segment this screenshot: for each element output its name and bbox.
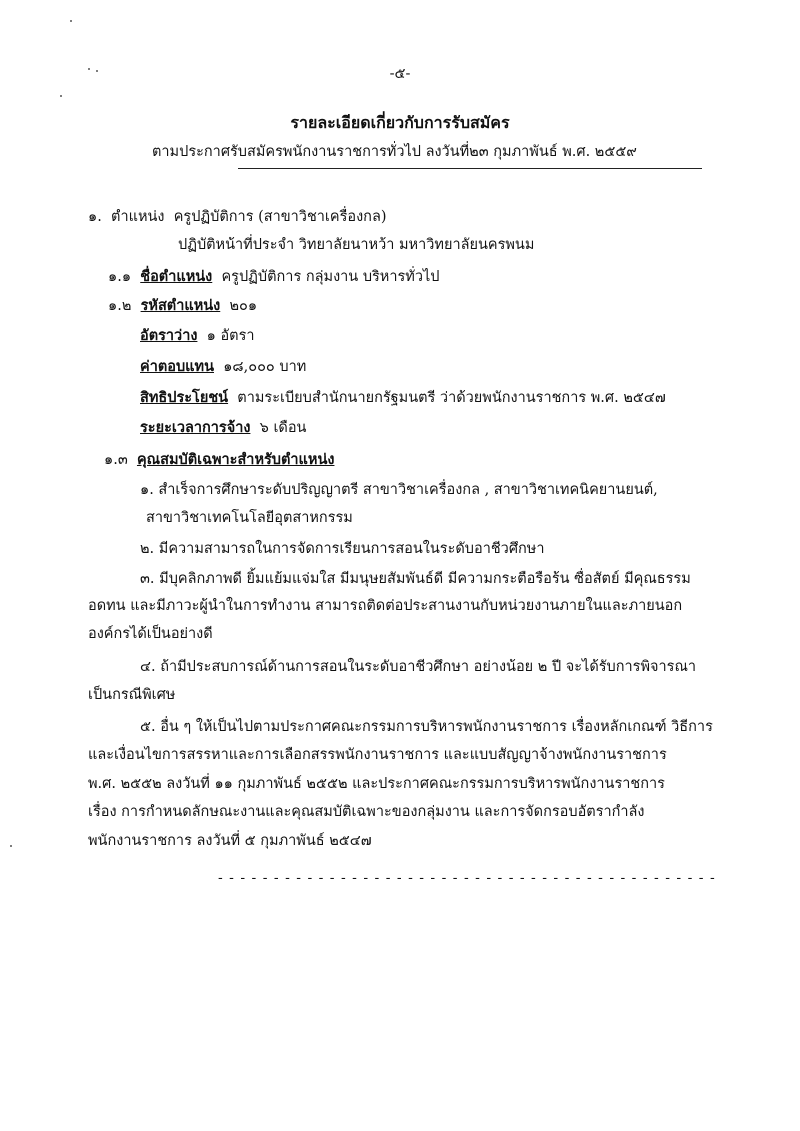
qualification-1-line-1: ๑. สำเร็จการศึกษาระดับปริญญาตรี สาขาวิชาเครื่องกล , สาขาวิชาเทคนิคยานยนต์, bbox=[140, 482, 658, 498]
qualification-5-line-1: ๕. อื่น ๆ ให้เป็นไปตามประกาศคณะกรรมการบริหารพนักงานราชการ เรื่องหลักเกณฑ์ วิธีการ bbox=[140, 719, 713, 735]
position-line bbox=[88, 207, 386, 227]
page-title: รายละเอียดเกี่ยวกับการรับสมัคร bbox=[290, 113, 510, 132]
qualification-5-line-3: พ.ศ. ๒๕๕๒ ลงวันที่ ๑๑ กุมภาพันธ์ ๒๕๕๒ และประกาศคณะกรรมการบริหารพนักงานราชการ bbox=[88, 776, 665, 792]
vacancy-line bbox=[140, 326, 255, 346]
section-1-1 bbox=[108, 267, 440, 287]
qualification-5-line-5: พนักงานราชการ ลงวันที่ ๕ กุมภาพันธ์ ๒๕๔๗ bbox=[88, 833, 372, 849]
position-workplace: ปฏิบัติหน้าที่ประจำ วิทยาลัยนาหว้า มหาวิทยาลัยนครพนม bbox=[178, 237, 535, 253]
page-number: -๕- bbox=[389, 66, 411, 82]
salary-label: ค่าตอบแทน bbox=[140, 358, 214, 375]
section-1-1-number: ๑.๑ bbox=[108, 269, 132, 285]
benefits-label: สิทธิประโยชน์ bbox=[140, 389, 229, 406]
qualification-1-line-2: สาขาวิชาเทคโนโลยีอุตสาหกรรม bbox=[146, 510, 353, 526]
duration-label: ระยะเวลาการจ้าง bbox=[140, 419, 251, 436]
section-1-2-number: ๑.๒ bbox=[108, 298, 132, 314]
qualification-3-line-1: ๓. มีบุคลิกภาพดี ยิ้มแย้มแจ่มใส มีมนุษยสัมพันธ์ดี มีความกระตือรือร้น ซื่อสัตย์ มีคุณธรรม bbox=[140, 571, 691, 587]
position-label: ตำแหน่ง bbox=[111, 209, 165, 225]
position-number: ๑. bbox=[88, 209, 102, 225]
qualification-4-line-2: เป็นกรณีพิเศษ bbox=[88, 687, 176, 703]
position-value: ครูปฏิบัติการ (สาขาวิชาเครื่องกล) bbox=[173, 209, 387, 225]
section-1-2-value: ๒๐๑ bbox=[229, 298, 258, 314]
qualification-4-line-1: ๔. ถ้ามีประสบการณ์ด้านการสอนในระดับอาชีวศึกษา อย่างน้อย ๒ ปี จะได้รับการพิจารณา bbox=[140, 659, 697, 675]
scan-speck bbox=[10, 845, 12, 847]
duration-value: ๖ เดือน bbox=[259, 420, 307, 436]
section-1-3-number: ๑.๓ bbox=[104, 452, 128, 468]
vacancy-label: อัตราว่าง bbox=[140, 327, 198, 344]
title-underline bbox=[238, 168, 702, 169]
qualification-3-line-3: องค์กรได้เป็นอย่างดี bbox=[88, 626, 213, 642]
section-1-3-label: คุณสมบัติเฉพาะสำหรับตำแหน่ง bbox=[136, 451, 335, 468]
duration-line bbox=[140, 418, 306, 438]
section-1-1-value: ครูปฏิบัติการ กลุ่มงาน บริหารทั่วไป bbox=[221, 269, 440, 285]
qualification-5-line-4: เรื่อง การกำหนดลักษณะงานและคุณสมบัติเฉพาะของกลุ่มงาน และการจัดกรอบอัตรากำลัง bbox=[88, 804, 645, 820]
section-1-2 bbox=[108, 296, 257, 316]
scan-speck bbox=[60, 95, 62, 97]
page-subtitle: ตามประกาศรับสมัครพนักงานราชการทั่วไป ลงวันที่๒๓ กุมภาพันธ์ พ.ศ. ๒๕๕๙ bbox=[152, 144, 637, 160]
salary-value: ๑๘,๐๐๐ บาท bbox=[223, 359, 307, 375]
salary-line bbox=[140, 357, 306, 377]
benefits-line bbox=[140, 388, 666, 408]
qualification-5-line-2: และเงื่อนไขการสรรหาและการเลือกสรรพนักงานราชการ และแบบสัญญาจ้างพนักงานราชการ bbox=[88, 747, 667, 763]
qualification-2-line-1: ๒. มีความสามารถในการจัดการเรียนการสอนในระดับอาชีวศึกษา bbox=[140, 541, 545, 557]
vacancy-value: ๑ อัตรา bbox=[206, 328, 255, 344]
scan-speck bbox=[70, 20, 72, 22]
section-1-3 bbox=[104, 450, 334, 470]
benefits-value: ตามระเบียบสำนักนายกรัฐมนตรี ว่าด้วยพนักงานราชการ พ.ศ. ๒๕๔๗ bbox=[237, 390, 666, 406]
section-1-2-label: รหัสตำแหน่ง bbox=[140, 297, 221, 314]
qualification-3-line-2: อดทน และมีภาวะผู้นำในการทำงาน สามารถติดต่อประสานงานกับหน่วยงานภายในและภายนอก bbox=[88, 598, 683, 614]
end-separator: - - - - - - - - - - - - - - - - - - - - - - - - - - - - - - - - - - - - - - - - - - - - - bbox=[218, 870, 716, 886]
section-1-1-label: ชื่อตำแหน่ง bbox=[140, 268, 213, 285]
